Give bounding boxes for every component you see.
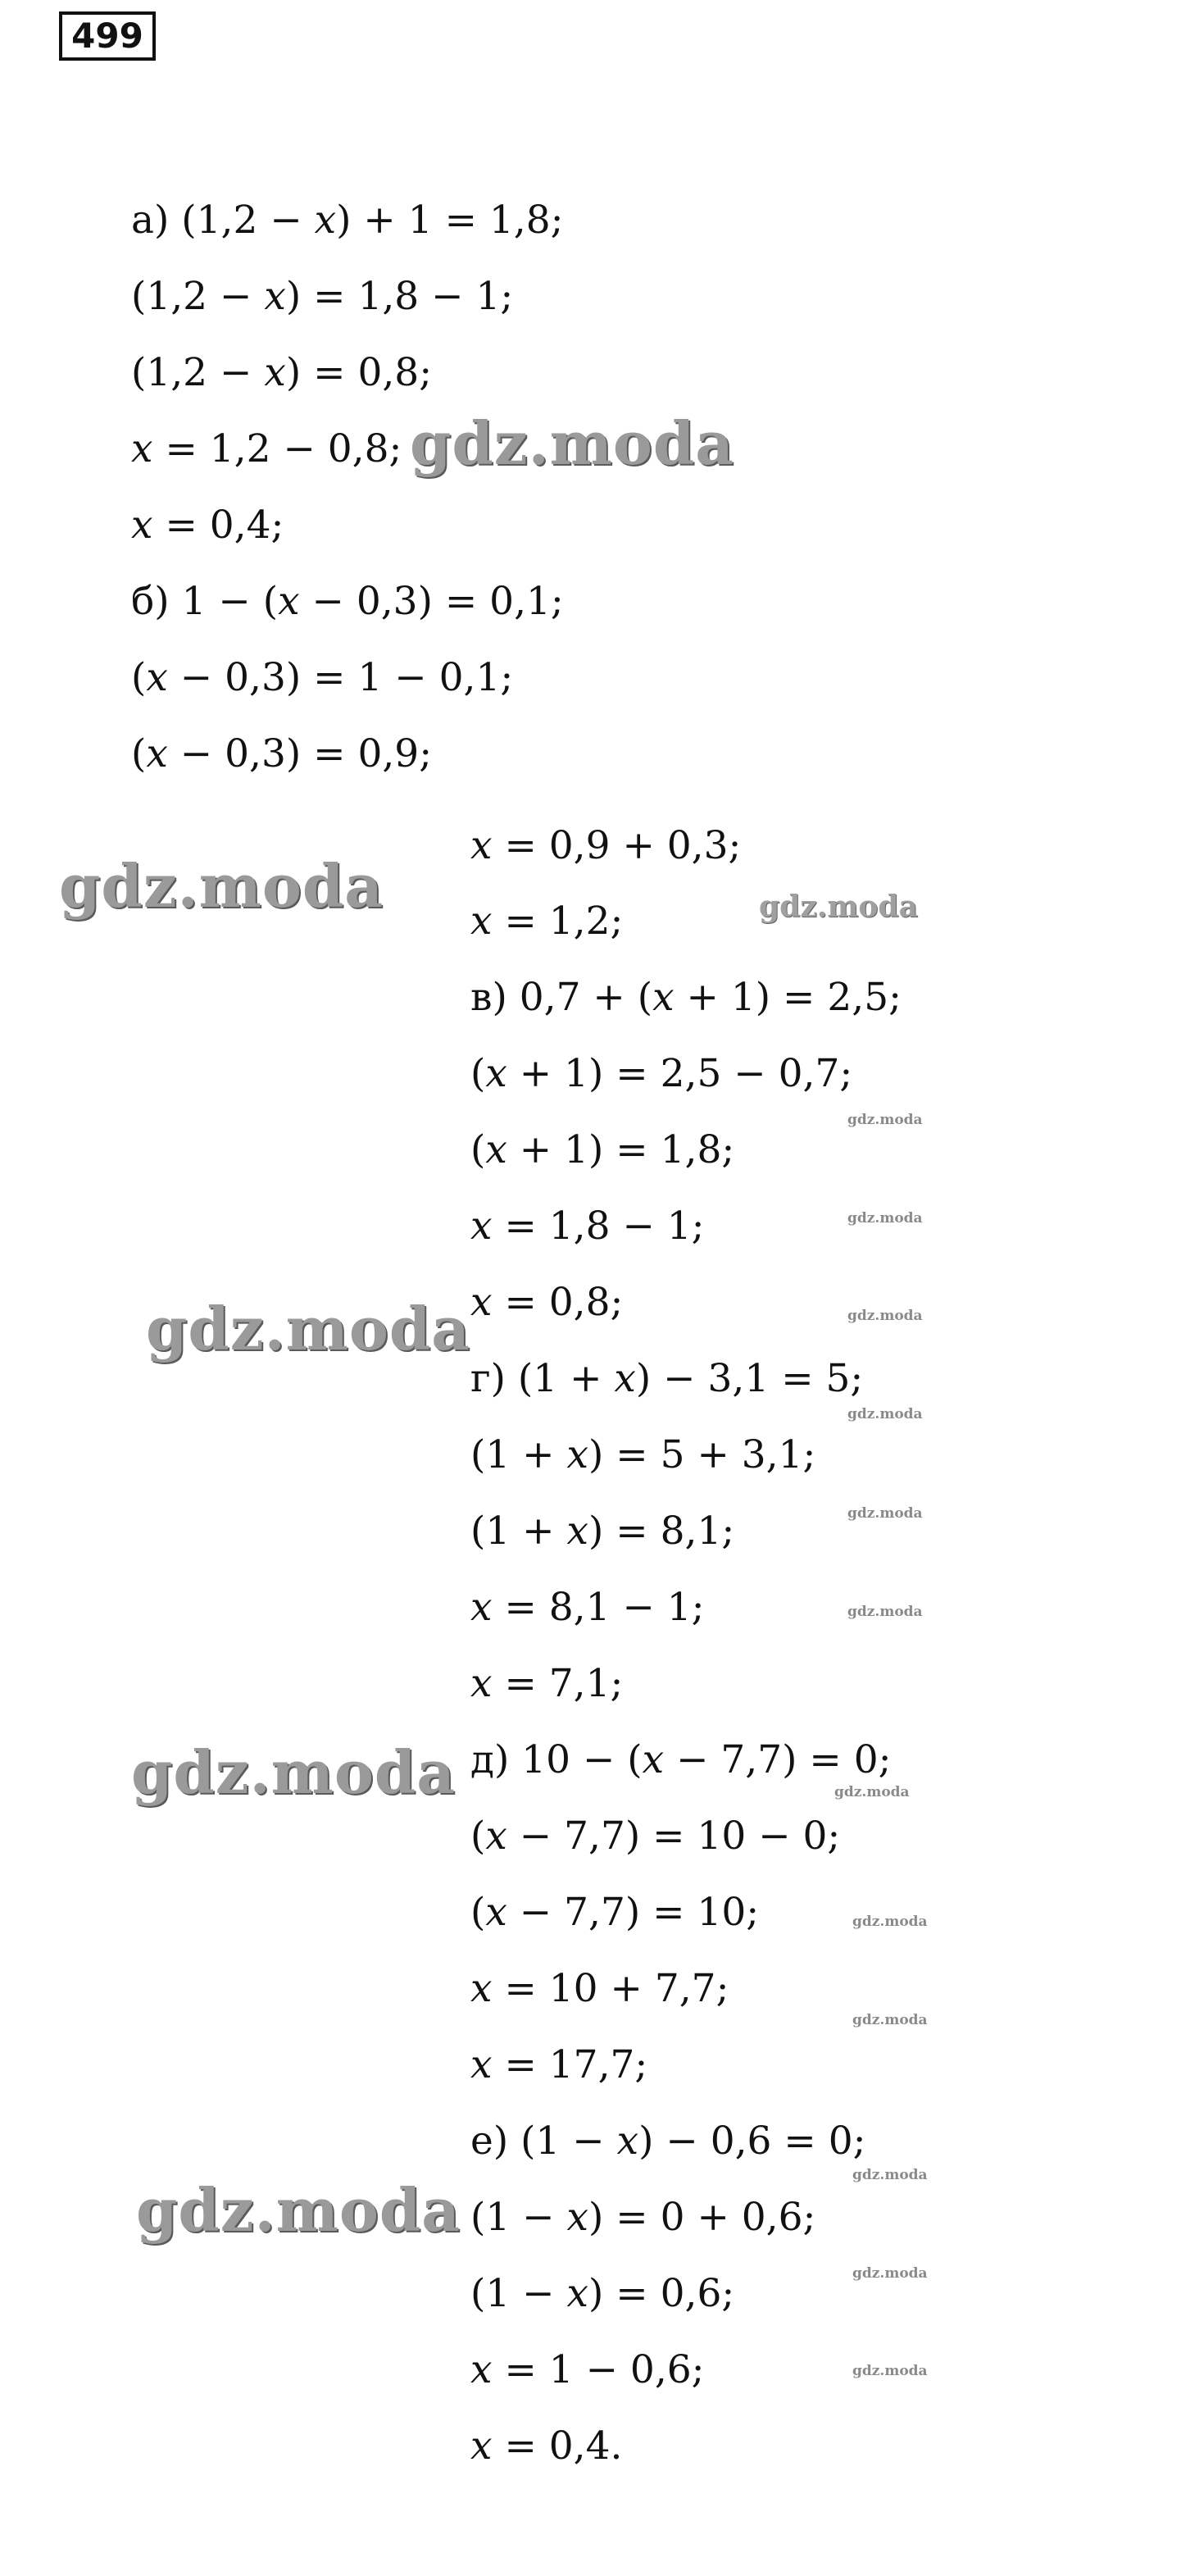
watermark: gdz.moda <box>759 890 918 924</box>
watermark: gdz.moda <box>852 1914 928 1930</box>
watermark: gdz.moda <box>847 1406 923 1422</box>
equation-line: (𝑥 − 0,3) = 0,9; <box>131 731 433 776</box>
equation-line: (𝑥 − 0,3) = 1 − 0,1; <box>131 655 514 700</box>
watermark: gdz.moda <box>852 2363 928 2379</box>
watermark: gdz.moda <box>834 1784 910 1800</box>
equation-line: (1,2 − 𝑥) = 0,8; <box>131 350 433 395</box>
equation-line: (𝑥 − 7,7) = 10; <box>470 1890 760 1935</box>
equation-line: б) 1 − (𝑥 − 0,3) = 0,1; <box>131 579 564 624</box>
equation-line: 𝑥 = 0,4. <box>470 2424 623 2469</box>
equation-line: (𝑥 − 7,7) = 10 − 0; <box>470 1814 841 1859</box>
equation-line: 𝑥 = 0,4; <box>131 503 284 548</box>
equation-line: д) 10 − (𝑥 − 7,7) = 0; <box>470 1737 892 1782</box>
equation-line: (𝑥 + 1) = 1,8; <box>470 1127 735 1172</box>
watermark: gdz.moda <box>852 2167 928 2183</box>
equation-line: (1 + 𝑥) = 5 + 3,1; <box>470 1432 816 1477</box>
watermark: gdz.moda <box>146 1294 470 1363</box>
equation-line: г) (1 + 𝑥) − 3,1 = 5; <box>470 1356 864 1401</box>
task-number-box: 499 <box>59 11 156 61</box>
equation-line: 𝑥 = 1 − 0,6; <box>470 2347 705 2392</box>
equation-line: 𝑥 = 7,1; <box>470 1661 624 1706</box>
watermark: gdz.moda <box>136 2175 461 2245</box>
watermark: gdz.moda <box>847 1210 923 1227</box>
equation-line: (1 + 𝑥) = 8,1; <box>470 1509 735 1554</box>
equation-line: 𝑥 = 1,2; <box>470 899 624 944</box>
watermark: gdz.moda <box>59 851 384 921</box>
equation-line: 𝑥 = 1,2 − 0,8; <box>131 426 402 471</box>
watermark: gdz.moda <box>852 2265 928 2282</box>
equation-line: (1 − 𝑥) = 0 + 0,6; <box>470 2195 816 2240</box>
equation-line: 𝑥 = 17,7; <box>470 2042 648 2087</box>
watermark: gdz.moda <box>847 1604 923 1620</box>
watermark: gdz.moda <box>847 1308 923 1324</box>
equation-line: а) (1,2 − 𝑥) + 1 = 1,8; <box>131 198 564 243</box>
watermark: gdz.moda <box>847 1505 923 1522</box>
equation-line: (1,2 − 𝑥) = 1,8 − 1; <box>131 274 514 319</box>
equation-line: е) (1 − 𝑥) − 0,6 = 0; <box>470 2119 866 2164</box>
watermark: gdz.moda <box>852 2012 928 2028</box>
watermark: gdz.moda <box>847 1112 923 1128</box>
watermark: gdz.moda <box>410 408 734 478</box>
equation-line: 𝑥 = 1,8 − 1; <box>470 1204 705 1249</box>
equation-line: 𝑥 = 10 + 7,7; <box>470 1966 729 2011</box>
equation-line: (𝑥 + 1) = 2,5 − 0,7; <box>470 1051 853 1096</box>
equation-line: в) 0,7 + (𝑥 + 1) = 2,5; <box>470 975 902 1020</box>
equation-line: 𝑥 = 8,1 − 1; <box>470 1585 705 1630</box>
equation-line: 𝑥 = 0,9 + 0,3; <box>470 823 742 868</box>
equation-line: (1 − 𝑥) = 0,6; <box>470 2271 735 2316</box>
watermark: gdz.moda <box>131 1737 456 1807</box>
equation-line: 𝑥 = 0,8; <box>470 1280 624 1325</box>
